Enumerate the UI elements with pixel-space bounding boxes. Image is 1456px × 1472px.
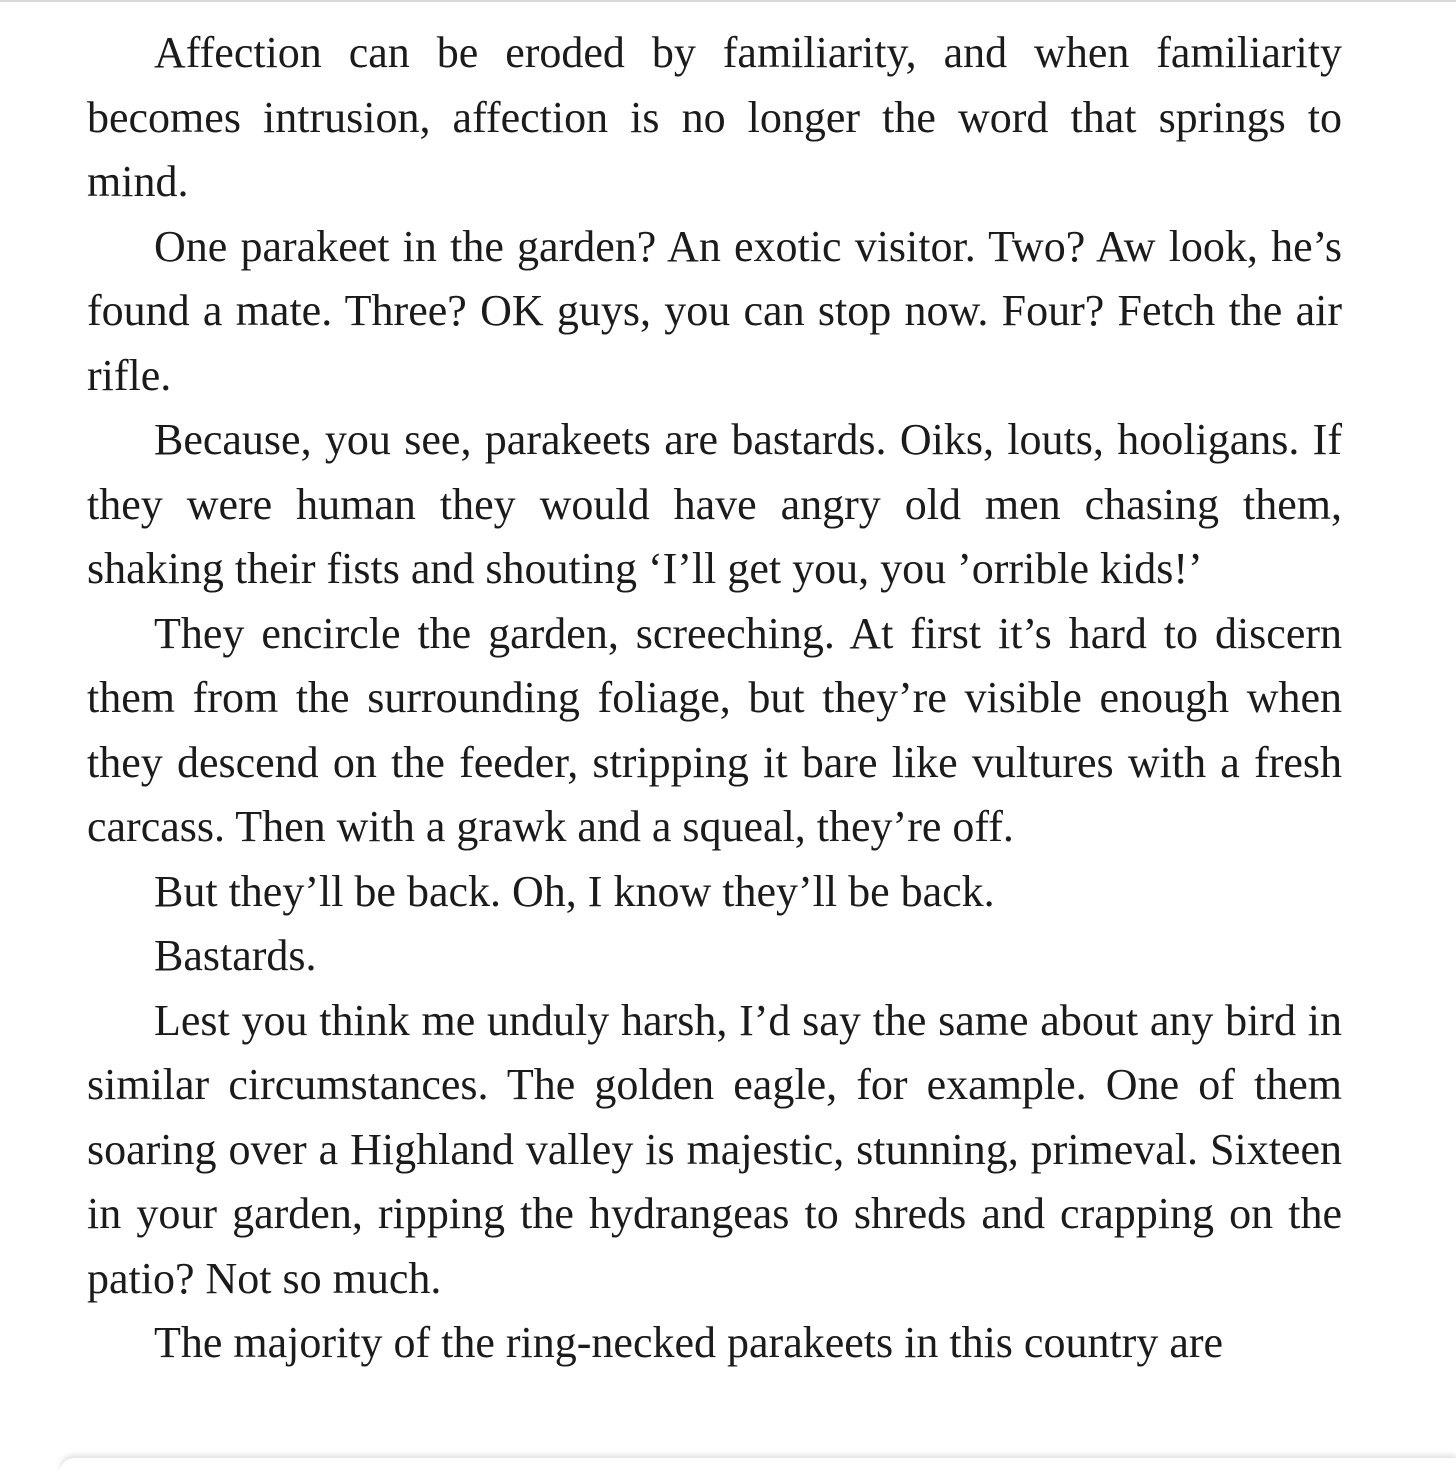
paragraph-3: Because, you see, parakeets are bastards. Oiks, louts, hooligans. If they were human they would have angry old men chasing them, shaking their fists and shouting ‘I’ll get you, you ’orrible kids!’	[87, 415, 1342, 593]
bottom-sheet-edge[interactable]	[60, 1458, 1456, 1472]
paragraph-5: But they’ll be back. Oh, I know they’ll be back.	[154, 866, 995, 916]
paragraph-8-partial: The majority of the ring-necked parakeets in this country are	[154, 1318, 1224, 1367]
paragraph-1: Affection can be eroded by familiarity, and when familiarity becomes intrusion, affection is no longer the word that springs to mind.	[87, 28, 1342, 206]
body-text	[87, 21, 1342, 1376]
paragraph-2: One parakeet in the garden? An exotic visitor. Two? Aw look, he’s found a mate. Three? OK guys, you can stop now. Four? Fetch the air rifle.	[87, 221, 1342, 400]
paragraph-6: Bastards.	[154, 931, 317, 980]
paragraph-4: They encircle the garden, screeching. At first it’s hard to discern them from the surrounding foliage, but they’re visible enough when they descend on the feeder, stripping it bare like vultures with a fresh carcass. Then with a grawk and a squeal, they’re off.	[87, 608, 1342, 851]
top-divider	[0, 0, 1456, 2]
paragraph-7: Lest you think me unduly harsh, I’d say the same about any bird in similar circumstances. The golden eagle, for example. One of them soaring over a Highland valley is majestic, stunning, primeval. Sixteen in your garden, ripping the hydrangeas to shreds and crapping on the patio? Not so much.	[87, 995, 1342, 1303]
